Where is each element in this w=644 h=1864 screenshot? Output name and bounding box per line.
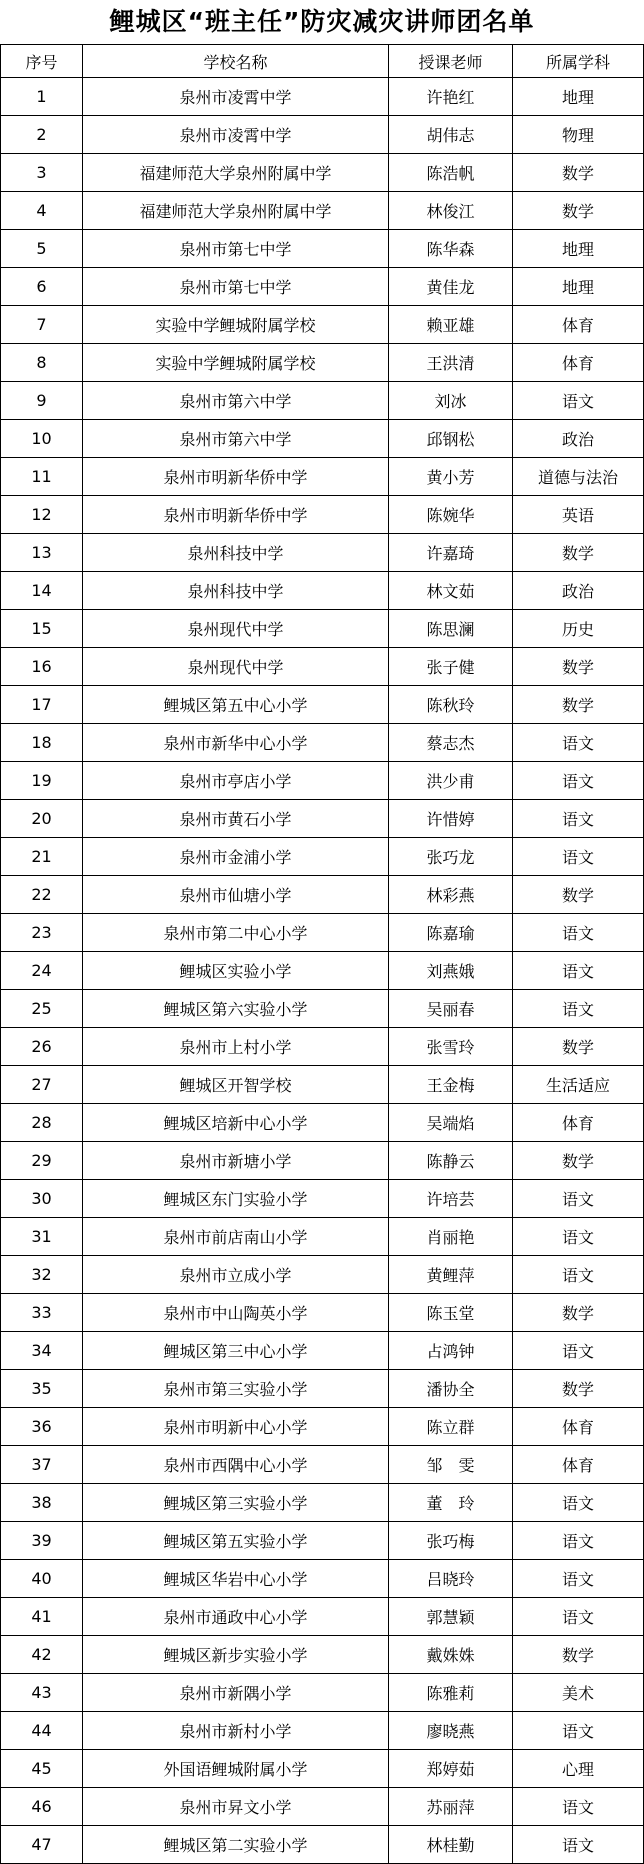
cell-school: 泉州市明新华侨中学: [83, 496, 389, 534]
cell-subject: 语文: [513, 1788, 644, 1826]
cell-index: 26: [1, 1028, 83, 1066]
cell-subject: 数学: [513, 1636, 644, 1674]
table-row: [1, 1712, 644, 1750]
cell-school: 泉州市第六中学: [83, 382, 389, 420]
cell-teacher: 胡伟志: [389, 116, 513, 154]
cell-school: 泉州市上村小学: [83, 1028, 389, 1066]
cell-index: 5: [1, 230, 83, 268]
cell-school: 泉州市昇文小学: [83, 1788, 389, 1826]
cell-teacher: 林彩燕: [389, 876, 513, 914]
cell-index: 15: [1, 610, 83, 648]
cell-teacher: 陈玉堂: [389, 1294, 513, 1332]
cell-subject: 地理: [513, 268, 644, 306]
cell-teacher: 林桂勤: [389, 1826, 513, 1864]
table-row: [1, 1826, 644, 1864]
cell-index: 29: [1, 1142, 83, 1180]
cell-teacher: 刘燕娥: [389, 952, 513, 990]
cell-index: 39: [1, 1522, 83, 1560]
cell-teacher: 陈婉华: [389, 496, 513, 534]
table-row: [1, 762, 644, 800]
cell-school: 鲤城区华岩中心小学: [83, 1560, 389, 1598]
cell-teacher: 林俊江: [389, 192, 513, 230]
table-row: [1, 1218, 644, 1256]
cell-school: 鲤城区新步实验小学: [83, 1636, 389, 1674]
cell-index: 11: [1, 458, 83, 496]
cell-school: 鲤城区培新中心小学: [83, 1104, 389, 1142]
cell-school: 泉州市前店南山小学: [83, 1218, 389, 1256]
cell-subject: 语文: [513, 1256, 644, 1294]
cell-school: 泉州市金浦小学: [83, 838, 389, 876]
cell-subject: 地理: [513, 78, 644, 116]
cell-teacher: 许嘉琦: [389, 534, 513, 572]
cell-index: 35: [1, 1370, 83, 1408]
cell-index: 22: [1, 876, 83, 914]
table-row: [1, 534, 644, 572]
cell-teacher: 张巧龙: [389, 838, 513, 876]
cell-subject: 语文: [513, 800, 644, 838]
cell-index: 37: [1, 1446, 83, 1484]
cell-teacher: 张雪玲: [389, 1028, 513, 1066]
cell-subject: 历史: [513, 610, 644, 648]
cell-teacher: 吕晓玲: [389, 1560, 513, 1598]
cell-subject: 体育: [513, 306, 644, 344]
cell-teacher: 陈华森: [389, 230, 513, 268]
cell-school: 泉州市新隅小学: [83, 1674, 389, 1712]
cell-subject: 语文: [513, 1332, 644, 1370]
table-row: [1, 1066, 644, 1104]
cell-subject: 物理: [513, 116, 644, 154]
cell-subject: 数学: [513, 192, 644, 230]
cell-subject: 数学: [513, 154, 644, 192]
cell-teacher: 王金梅: [389, 1066, 513, 1104]
cell-index: 17: [1, 686, 83, 724]
cell-subject: 体育: [513, 344, 644, 382]
table-row: [1, 1636, 644, 1674]
cell-subject: 语文: [513, 1180, 644, 1218]
cell-school: 泉州科技中学: [83, 534, 389, 572]
cell-teacher: 苏丽萍: [389, 1788, 513, 1826]
cell-subject: 政治: [513, 572, 644, 610]
table-row: [1, 192, 644, 230]
table-row: [1, 800, 644, 838]
cell-school: 泉州市中山陶英小学: [83, 1294, 389, 1332]
cell-school: 泉州市凌霄中学: [83, 78, 389, 116]
table-row: [1, 1408, 644, 1446]
table-row: [1, 230, 644, 268]
cell-teacher: 黄佳龙: [389, 268, 513, 306]
table-row: [1, 78, 644, 116]
cell-school: 泉州市黄石小学: [83, 800, 389, 838]
cell-school: 泉州市新村小学: [83, 1712, 389, 1750]
cell-index: 14: [1, 572, 83, 610]
cell-school: 泉州科技中学: [83, 572, 389, 610]
cell-teacher: 吴丽春: [389, 990, 513, 1028]
table-row: [1, 1028, 644, 1066]
cell-school: 泉州市第二中心小学: [83, 914, 389, 952]
table-row: [1, 572, 644, 610]
cell-subject: 数学: [513, 534, 644, 572]
cell-index: 20: [1, 800, 83, 838]
cell-subject: 语文: [513, 838, 644, 876]
cell-school: 鲤城区东门实验小学: [83, 1180, 389, 1218]
table-row: [1, 876, 644, 914]
cell-school: 泉州市凌霄中学: [83, 116, 389, 154]
cell-index: 9: [1, 382, 83, 420]
cell-school: 福建师范大学泉州附属中学: [83, 192, 389, 230]
cell-index: 13: [1, 534, 83, 572]
cell-teacher: 林文茹: [389, 572, 513, 610]
table-row: [1, 420, 644, 458]
cell-subject: 道德与法治: [513, 458, 644, 496]
table-row: [1, 1750, 644, 1788]
cell-school: 鲤城区第五中心小学: [83, 686, 389, 724]
cell-school: 泉州现代中学: [83, 610, 389, 648]
cell-teacher: 陈立群: [389, 1408, 513, 1446]
table-row: [1, 1294, 644, 1332]
table-row: [1, 1598, 644, 1636]
table-row: [1, 648, 644, 686]
cell-subject: 语文: [513, 1826, 644, 1864]
cell-subject: 语文: [513, 914, 644, 952]
cell-teacher: 郑婷茹: [389, 1750, 513, 1788]
cell-index: 32: [1, 1256, 83, 1294]
table-row: [1, 382, 644, 420]
cell-subject: 体育: [513, 1104, 644, 1142]
table-row: [1, 458, 644, 496]
header-school: 学校名称: [83, 45, 389, 78]
cell-index: 46: [1, 1788, 83, 1826]
cell-school: 泉州市新华中心小学: [83, 724, 389, 762]
table-row: [1, 1370, 644, 1408]
cell-teacher: 陈秋玲: [389, 686, 513, 724]
cell-subject: 语文: [513, 1598, 644, 1636]
cell-index: 8: [1, 344, 83, 382]
cell-index: 30: [1, 1180, 83, 1218]
table-row: [1, 1788, 644, 1826]
cell-index: 42: [1, 1636, 83, 1674]
cell-school: 泉州市立成小学: [83, 1256, 389, 1294]
table-row: [1, 990, 644, 1028]
cell-teacher: 许惜婷: [389, 800, 513, 838]
cell-school: 泉州市第七中学: [83, 268, 389, 306]
table-row: [1, 914, 644, 952]
cell-teacher: 陈思澜: [389, 610, 513, 648]
cell-subject: 英语: [513, 496, 644, 534]
cell-school: 鲤城区开智学校: [83, 1066, 389, 1104]
table-row: [1, 1484, 644, 1522]
cell-subject: 地理: [513, 230, 644, 268]
cell-teacher: 邹 雯: [389, 1446, 513, 1484]
cell-subject: 语文: [513, 952, 644, 990]
cell-index: 6: [1, 268, 83, 306]
cell-teacher: 许培芸: [389, 1180, 513, 1218]
cell-index: 1: [1, 78, 83, 116]
header-row: [1, 45, 644, 78]
cell-index: 4: [1, 192, 83, 230]
cell-teacher: 潘协全: [389, 1370, 513, 1408]
cell-subject: 语文: [513, 382, 644, 420]
table-row: [1, 154, 644, 192]
table-row: [1, 1104, 644, 1142]
cell-subject: 语文: [513, 762, 644, 800]
cell-teacher: 洪少甫: [389, 762, 513, 800]
cell-subject: 数学: [513, 1028, 644, 1066]
cell-school: 泉州市第六中学: [83, 420, 389, 458]
cell-school: 泉州市明新中心小学: [83, 1408, 389, 1446]
cell-subject: 数学: [513, 648, 644, 686]
cell-school: 泉州市第三实验小学: [83, 1370, 389, 1408]
cell-index: 19: [1, 762, 83, 800]
cell-teacher: 陈静云: [389, 1142, 513, 1180]
cell-index: 41: [1, 1598, 83, 1636]
cell-index: 31: [1, 1218, 83, 1256]
table-row: [1, 1256, 644, 1294]
table-body: [1, 78, 644, 1864]
cell-index: 25: [1, 990, 83, 1028]
cell-subject: 心理: [513, 1750, 644, 1788]
cell-school: 鲤城区实验小学: [83, 952, 389, 990]
cell-index: 12: [1, 496, 83, 534]
cell-teacher: 张巧梅: [389, 1522, 513, 1560]
table-row: [1, 686, 644, 724]
cell-school: 鲤城区第五实验小学: [83, 1522, 389, 1560]
table-row: [1, 1522, 644, 1560]
cell-teacher: 陈雅莉: [389, 1674, 513, 1712]
cell-subject: 体育: [513, 1408, 644, 1446]
cell-school: 鲤城区第六实验小学: [83, 990, 389, 1028]
cell-subject: 政治: [513, 420, 644, 458]
cell-teacher: 戴姝姝: [389, 1636, 513, 1674]
cell-subject: 语文: [513, 1712, 644, 1750]
cell-school: 鲤城区第三实验小学: [83, 1484, 389, 1522]
cell-subject: 体育: [513, 1446, 644, 1484]
document-title: 鲤城区“班主任”防灾减灾讲师团名单: [109, 7, 535, 36]
cell-school: 泉州市明新华侨中学: [83, 458, 389, 496]
cell-index: 43: [1, 1674, 83, 1712]
cell-subject: 数学: [513, 1142, 644, 1180]
cell-school: 鲤城区第三中心小学: [83, 1332, 389, 1370]
table-row: [1, 1560, 644, 1598]
cell-index: 3: [1, 154, 83, 192]
cell-school: 泉州市仙塘小学: [83, 876, 389, 914]
cell-index: 7: [1, 306, 83, 344]
table-row: [1, 344, 644, 382]
cell-subject: 语文: [513, 1522, 644, 1560]
cell-school: 泉州市第七中学: [83, 230, 389, 268]
cell-index: 10: [1, 420, 83, 458]
cell-teacher: 陈嘉瑜: [389, 914, 513, 952]
cell-index: 40: [1, 1560, 83, 1598]
table-row: [1, 116, 644, 154]
cell-school: 鲤城区第二实验小学: [83, 1826, 389, 1864]
cell-index: 47: [1, 1826, 83, 1864]
cell-index: 24: [1, 952, 83, 990]
roster-table: [0, 44, 644, 1864]
cell-teacher: 吴端焰: [389, 1104, 513, 1142]
cell-index: 23: [1, 914, 83, 952]
header-index: 序号: [1, 45, 83, 78]
cell-index: 44: [1, 1712, 83, 1750]
cell-school: 泉州市新塘小学: [83, 1142, 389, 1180]
cell-subject: 数学: [513, 1294, 644, 1332]
table-row: [1, 1142, 644, 1180]
cell-teacher: 王洪清: [389, 344, 513, 382]
cell-school: 泉州现代中学: [83, 648, 389, 686]
cell-school: 福建师范大学泉州附属中学: [83, 154, 389, 192]
cell-index: 27: [1, 1066, 83, 1104]
cell-teacher: 肖丽艳: [389, 1218, 513, 1256]
cell-subject: 语文: [513, 1484, 644, 1522]
cell-subject: 语文: [513, 990, 644, 1028]
table-row: [1, 268, 644, 306]
table-row: [1, 952, 644, 990]
cell-teacher: 蔡志杰: [389, 724, 513, 762]
cell-teacher: 赖亚雄: [389, 306, 513, 344]
cell-subject: 生活适应: [513, 1066, 644, 1104]
cell-index: 33: [1, 1294, 83, 1332]
cell-index: 38: [1, 1484, 83, 1522]
table-row: [1, 724, 644, 762]
cell-school: 外国语鲤城附属小学: [83, 1750, 389, 1788]
cell-subject: 语文: [513, 1218, 644, 1256]
table-header: [1, 45, 644, 78]
table-row: [1, 496, 644, 534]
cell-teacher: 陈浩帆: [389, 154, 513, 192]
cell-index: 34: [1, 1332, 83, 1370]
cell-school: 实验中学鲤城附属学校: [83, 344, 389, 382]
table-row: [1, 1446, 644, 1484]
header-subject: 所属学科: [513, 45, 644, 78]
table-row: [1, 1332, 644, 1370]
table-row: [1, 610, 644, 648]
cell-teacher: 邱钢松: [389, 420, 513, 458]
cell-subject: 美术: [513, 1674, 644, 1712]
cell-teacher: 张子健: [389, 648, 513, 686]
cell-subject: 语文: [513, 724, 644, 762]
cell-subject: 数学: [513, 876, 644, 914]
cell-school: 泉州市亭店小学: [83, 762, 389, 800]
cell-index: 2: [1, 116, 83, 154]
cell-index: 18: [1, 724, 83, 762]
cell-school: 泉州市通政中心小学: [83, 1598, 389, 1636]
cell-teacher: 许艳红: [389, 78, 513, 116]
cell-index: 21: [1, 838, 83, 876]
cell-teacher: 黄鲤萍: [389, 1256, 513, 1294]
cell-teacher: 廖晓燕: [389, 1712, 513, 1750]
cell-teacher: 郭慧颖: [389, 1598, 513, 1636]
cell-teacher: 占鸿钟: [389, 1332, 513, 1370]
cell-index: 45: [1, 1750, 83, 1788]
cell-teacher: 刘冰: [389, 382, 513, 420]
table-row: [1, 1674, 644, 1712]
cell-school: 泉州市西隅中心小学: [83, 1446, 389, 1484]
table-row: [1, 838, 644, 876]
header-teacher: 授课老师: [389, 45, 513, 78]
cell-school: 实验中学鲤城附属学校: [83, 306, 389, 344]
table-row: [1, 1180, 644, 1218]
cell-index: 36: [1, 1408, 83, 1446]
cell-index: 28: [1, 1104, 83, 1142]
cell-teacher: 黄小芳: [389, 458, 513, 496]
cell-subject: 数学: [513, 1370, 644, 1408]
cell-subject: 数学: [513, 686, 644, 724]
table-row: [1, 306, 644, 344]
cell-teacher: 董 玲: [389, 1484, 513, 1522]
cell-subject: 语文: [513, 1560, 644, 1598]
cell-index: 16: [1, 648, 83, 686]
